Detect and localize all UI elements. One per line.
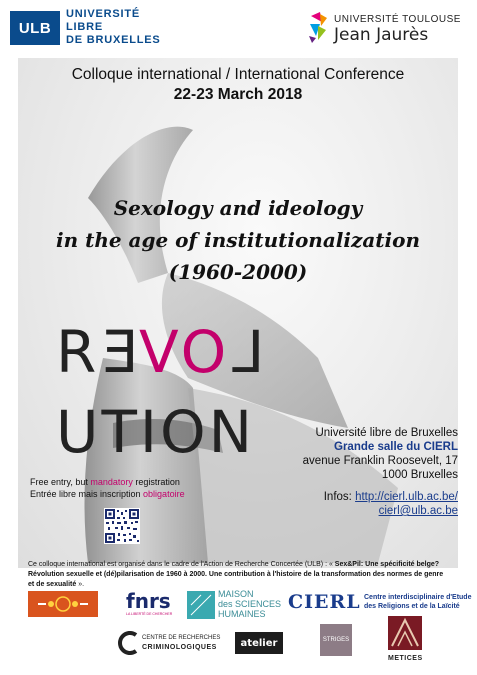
sponsor-cdc-logo: [28, 591, 98, 617]
ulb-line2: LIBRE: [66, 21, 103, 33]
msh-lines-icon: [187, 591, 215, 619]
venue-line1: Université libre de Bruxelles: [315, 427, 458, 439]
msh-line3: HUMAINES: [218, 609, 266, 619]
entry-en-mid: mandatory: [90, 477, 133, 487]
cierl-sub1: Centre interdisciplinaire d'Etude: [364, 594, 472, 601]
infos-label: Infos:: [323, 491, 352, 503]
toulouse-logo-icon: [308, 10, 328, 44]
ulb-line1: UNIVERSITÉ: [66, 8, 141, 20]
revo-e-mirrored: E: [99, 318, 139, 386]
msh-line1: MAISON: [218, 589, 254, 599]
entry-en-pre: Free entry, but: [30, 477, 91, 487]
ulb-abbr: ULB: [18, 19, 52, 37]
toulouse-bottom: Jean Jaurès: [334, 25, 429, 45]
fnrs-sub: LA LIBERTÉ DE CHERCHER: [126, 612, 173, 616]
venue-line2: Grande salle du CIERL: [334, 441, 458, 453]
sponsor-atelier-logo: [235, 632, 283, 654]
sponsor-cierl-sub: [364, 593, 471, 611]
footnote-pre: Ce colloque international est organisé dans le cadre de l'Action de Recherche Concertée (ULB) : «: [28, 561, 335, 568]
qr-code-icon[interactable]: [104, 508, 140, 544]
conference-dates: 22-23 March 2018: [173, 86, 303, 103]
entry-en-post: registration: [132, 477, 180, 487]
crim-line1: CENTRE DE RECHERCHES: [142, 635, 221, 641]
revo-o: O: [180, 318, 230, 386]
sponsor-crim-text: [142, 634, 220, 652]
footnote-bold: Sex&Pil: Une spécificité belge? Révolution sexuelle et (dé)pilarisation de 1960 à 2000. Une contribution à l'histoire de la transformation des normes de genre et de sexualité: [28, 561, 444, 588]
infos-email[interactable]: cierl@ulb.ac.be: [378, 505, 458, 517]
revo-l-mirrored: L: [229, 318, 265, 386]
toulouse-top: UNIVERSITÉ TOULOUSE: [334, 14, 461, 25]
cierl-sub2: des Religions et de la Laïcité: [364, 603, 460, 610]
cdc-emblem-icon: [33, 594, 93, 614]
infos-url[interactable]: http://cierl.ulb.ac.be/: [355, 491, 458, 503]
entry-fr: [30, 488, 185, 500]
striges-text: STRIGES: [322, 637, 350, 643]
atelier-text: atelier: [240, 637, 278, 649]
revo-v: V: [138, 318, 181, 386]
title-line2: in the age of institutionalization: [55, 228, 421, 252]
metices-emblem-icon: [388, 616, 422, 650]
infos-block: [324, 490, 458, 504]
metices-text: METICES: [388, 655, 423, 662]
sponsor-msh-text: [218, 589, 281, 619]
entry-fr-mid: obligatoire: [143, 489, 185, 499]
sponsor-fnrs-logo: [126, 590, 178, 620]
entry-info: [30, 476, 185, 500]
title-line3: (1960-2000): [168, 260, 308, 284]
sponsor-metices-logo: [388, 616, 422, 660]
title-line1: Sexology and ideology: [113, 196, 363, 220]
ulb-line3: DE BRUXELLES: [66, 34, 161, 46]
ulb-logo: [10, 11, 60, 45]
msh-emblem-icon: [187, 591, 215, 619]
fnrs-text: fnrs: [126, 589, 171, 613]
venue-line4: 1000 Bruxelles: [381, 469, 458, 481]
sponsor-striges-logo: [320, 624, 352, 656]
venue-line3: avenue Franklin Roosevelt, 17: [302, 455, 458, 467]
footnote-post: ».: [76, 581, 85, 588]
revo-r: R: [56, 318, 100, 386]
footnote: [28, 560, 448, 590]
entry-fr-pre: Entrée libre mais inscription: [30, 489, 144, 499]
msh-line2: des SCIENCES: [218, 599, 282, 609]
crim-line2: CRIMINOLOGIQUES: [142, 644, 217, 651]
infos-email-row: [379, 504, 458, 518]
entry-en: [30, 476, 185, 488]
sponsor-cierl-logo: CIERL: [288, 591, 361, 613]
revo-ution: UTION: [56, 398, 256, 466]
conference-kind: Colloque international / International Conference: [71, 66, 405, 83]
ulb-name: [66, 8, 161, 47]
crim-emblem-icon: [116, 630, 142, 656]
